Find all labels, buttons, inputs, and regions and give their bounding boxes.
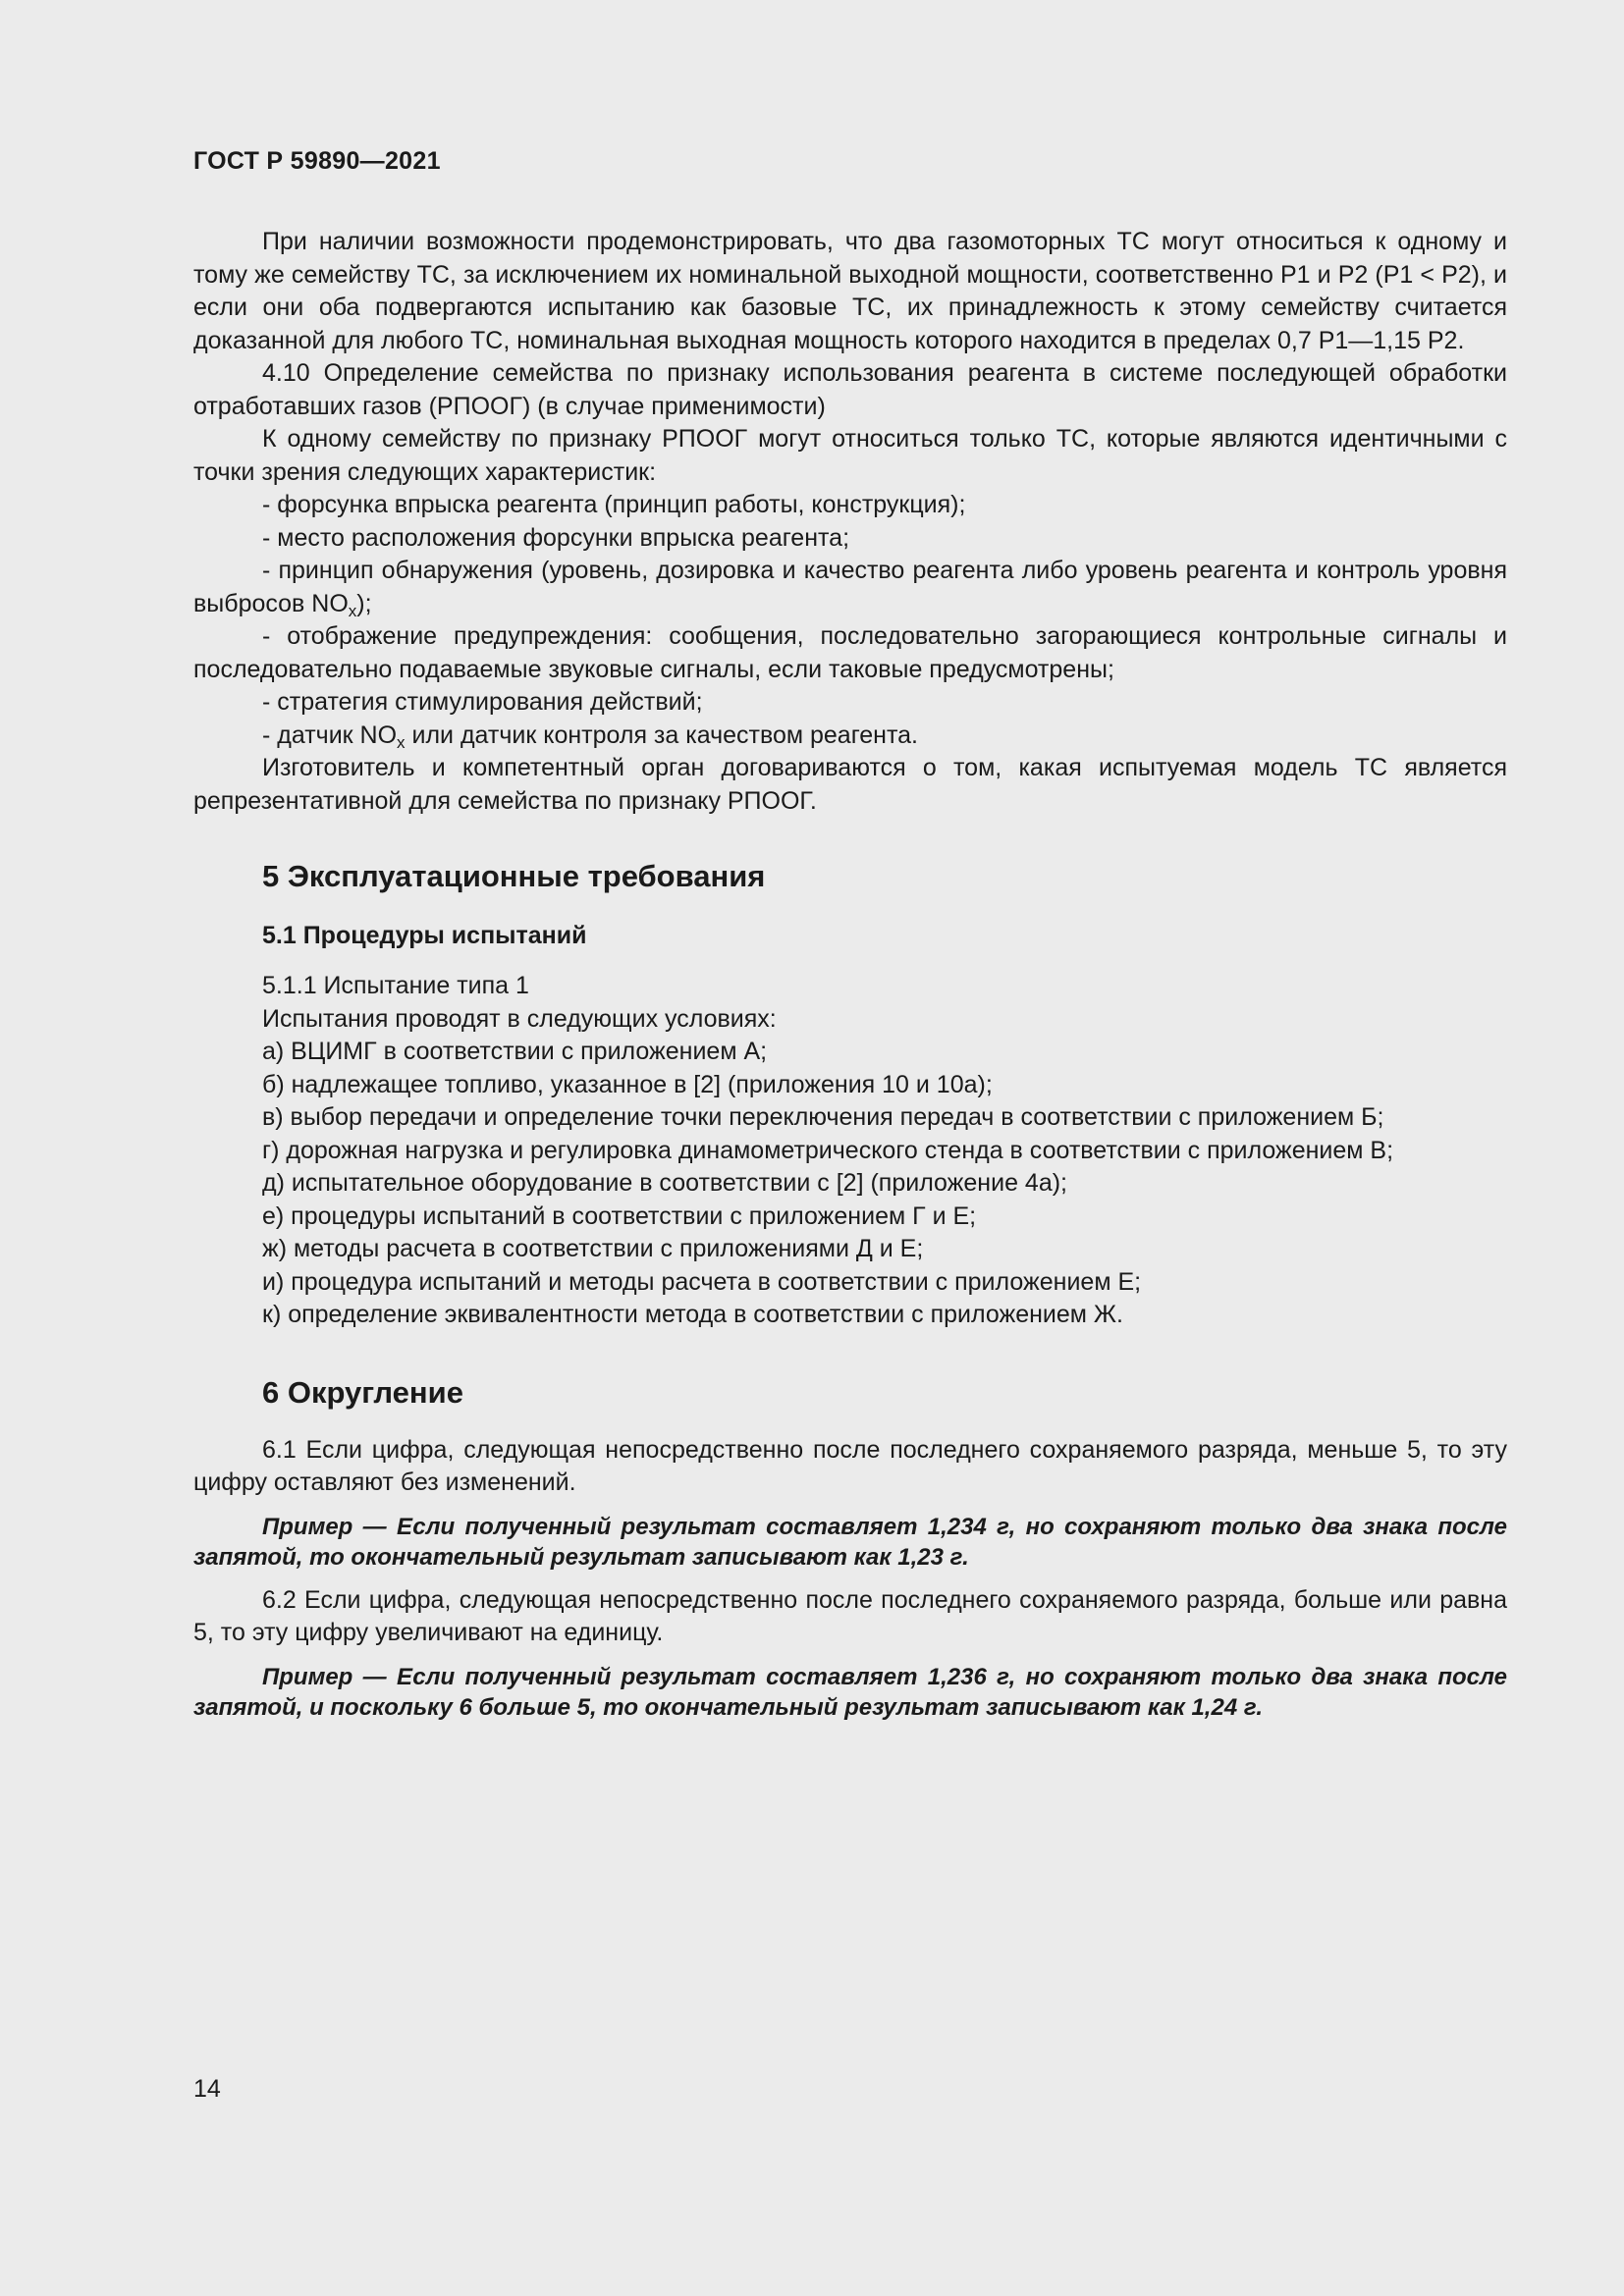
list-item-sensor — [193, 720, 1507, 753]
condition-item: ж) методы расчета в соответствии с приложениями Д и Е; — [262, 1235, 924, 1262]
page-number: 14 — [193, 2075, 221, 2103]
paragraph-4-10: 4.10 Определение семейства по признаку использования реагента в системе последующей обработки отработавших газов (РПООГ) (в случае применимости) — [193, 359, 1507, 420]
example-2: Пример — Если полученный результат составляет 1,236 г, но сохраняют только два знака после запятой, и поскольку 6 больше 5, то окончательный результат записывают как 1,24 г. — [193, 1663, 1507, 1721]
example-1: Пример — Если полученный результат составляет 1,234 г, но сохраняют только два знака после запятой, то окончательный результат записывают как 1,23 г. — [193, 1513, 1507, 1571]
list-item-detection — [193, 555, 1507, 620]
list-item-sensor-text: - датчик NO — [262, 721, 398, 749]
nox-subscript: x — [348, 601, 357, 620]
condition-item: и) процедура испытаний и методы расчета в соответствии с приложением Е; — [262, 1267, 1142, 1296]
test-intro: Испытания проводят в следующих условиях: — [262, 1004, 777, 1033]
paragraph-6-2: 6.2 Если цифра, следующая непосредственно после последнего сохраняемого разряда, больше или равна 5, то эту цифру увеличивают на единицу. — [193, 1585, 1507, 1646]
list-item-strategy: - стратегия стимулирования действий; — [262, 688, 703, 716]
condition-item: е) процедуры испытаний в соответствии с приложением Г и Е; — [262, 1201, 977, 1230]
paragraph-family: К одному семейству по признаку РПООГ могут относиться только ТС, которые являются идентичными с точки зрения следующих характеристик: — [193, 425, 1507, 486]
test-conditions-block — [193, 970, 1507, 1332]
section-5-heading: 5 Эксплуатационные требования — [262, 859, 766, 893]
condition-item: г) дорожная нагрузка и регулировка динамометрического стенда в соответствии с приложением В; — [262, 1136, 1394, 1164]
nox-subscript: x — [397, 732, 406, 752]
condition-item: б) надлежащее топливо, указанное в [2] (приложения 10 и 10а); — [262, 1070, 993, 1098]
list-item-injector: - форсунка впрыска реагента (принцип работы, конструкция); — [262, 491, 966, 518]
document-body — [193, 226, 1507, 1723]
list-item-detection-text: - принцип обнаружения (уровень, дозировка и качество реагента либо уровень реагента и контроль уровня выбросов NO — [193, 557, 1507, 617]
list-item-warning: - отображение предупреждения: сообщения, последовательно загорающиеся контрольные сигналы и последовательно подаваемые звуковые сигналы, если таковые предусмотрены; — [193, 622, 1507, 683]
document-header: ГОСТ Р 59890—2021 — [193, 147, 441, 175]
subsection-5-1-heading: 5.1 Процедуры испытаний — [262, 922, 587, 949]
condition-item: д) испытательное оборудование в соответствии с [2] (приложение 4а); — [262, 1169, 1068, 1197]
list-item-detection-end: ); — [356, 589, 372, 617]
condition-item: в) выбор передачи и определение точки переключения передач в соответствии с приложением Б; — [262, 1103, 1384, 1131]
paragraph-agreement: Изготовитель и компетентный орган договариваются о том, какая испытуемая модель ТС является репрезентативной для семейства по признаку РПООГ. — [193, 754, 1507, 815]
paragraph-power: При наличии возможности продемонстрировать, что два газомоторных ТС могут относиться к одному и тому же семейству ТС, за исключением их номинальной выходной мощности, соответственно P1 и P2 (P1 < P2), и если они оба подвергаются испытанию как базовые ТС, их принадлежность к этому семейству считается доказанной для любого ТС, номинальная выходная мощность которого находится в пределах 0,7 P1—1,15 P2. — [193, 228, 1507, 354]
list-item-sensor-end: или датчик контроля за качеством реагента. — [405, 721, 919, 749]
test-title: 5.1.1 Испытание типа 1 — [262, 972, 529, 999]
list-item-injector-location: - место расположения форсунки впрыска реагента; — [262, 523, 850, 552]
paragraph-6-1: 6.1 Если цифра, следующая непосредственно после последнего сохраняемого разряда, меньше 5, то эту цифру оставляют без изменений. — [193, 1435, 1507, 1496]
condition-item: а) ВЦИМГ в соответствии с приложением А; — [262, 1038, 768, 1065]
condition-item: к) определение эквивалентности метода в соответствии с приложением Ж. — [262, 1301, 1123, 1328]
section-6-heading: 6 Округление — [262, 1374, 463, 1410]
